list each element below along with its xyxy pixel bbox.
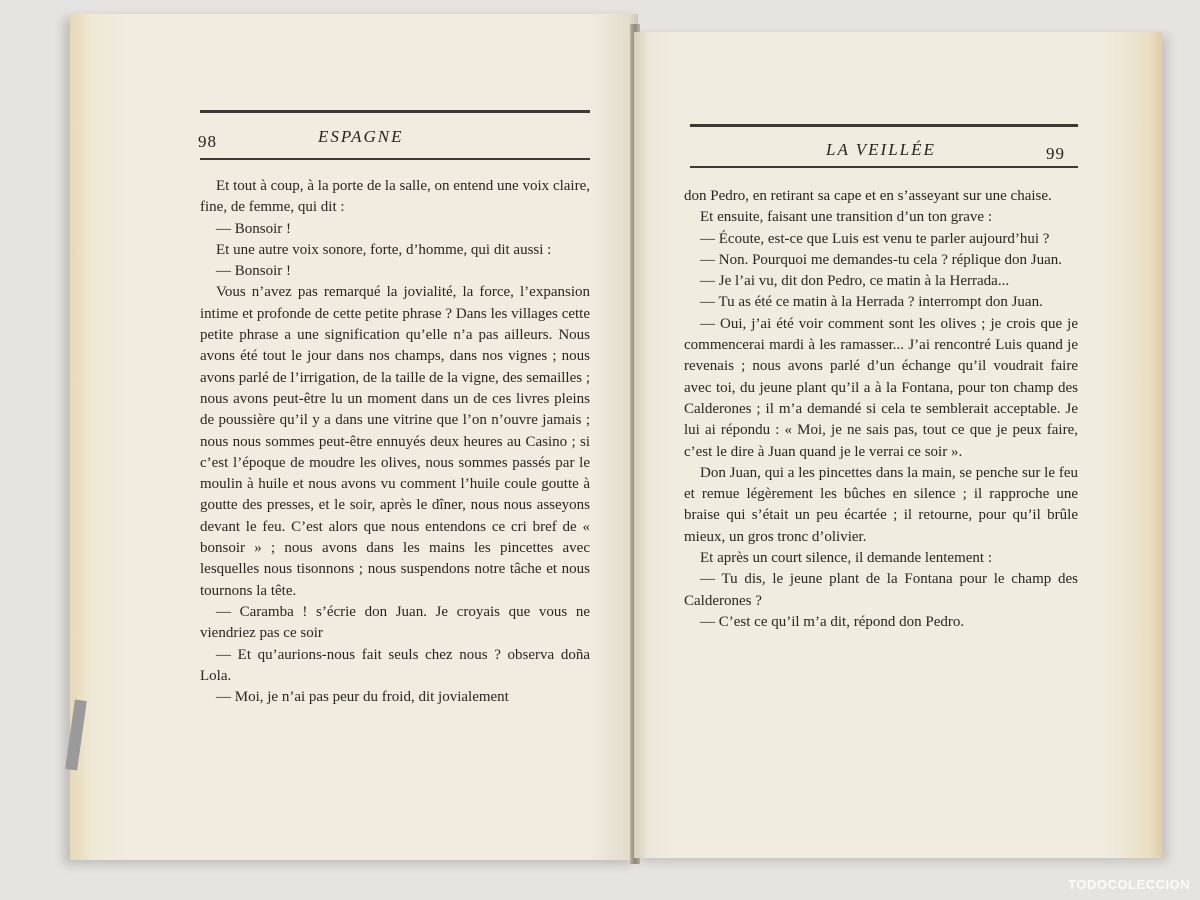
watermark: TODOCOLECCION [1068,877,1190,892]
header-rule-top [200,110,590,113]
page-number: 99 [1046,144,1065,163]
paragraph: — C’est ce qu’il m’a dit, répond don Pedro. [700,613,965,630]
paragraph: — Je l’ai vu, dit don Pedro, ce matin à la Herrada... [700,273,1010,290]
paragraph: Don Juan, qui a les pincettes dans la main, se penche sur le feu et remue légèrement les bûches en silence ; il rapproche une braise qui s’était un peu écartée ; il retourne, pour qu’il brûle mieux, un gros tronc d’olivier. [684,464,1078,545]
paragraph: — Bonsoir ! [216,220,291,237]
paragraph: Vous n’avez pas remarqué la jovialité, la force, l’expansion intime et profonde de cette petite phrase ? Dans les villages cette petite phrase a une signification qu’elle n’a pas ailleurs. Nous avons été tout le jour dans nos champs, dans nos vignes ; nous avons parlé de l’irrigation, de la taille de la vigne, des semailles ; nous avons peut-être lu un moment dans un de ces livres pleins de poussière qu’il y a dans une vitrine que l’on n’ouvre jamais ; nous nous sommes peut-être ennuyés deux heures au Casino ; si c’est l’époque de moudre les olives, nous sommes passés par le moulin à huile et nous avons vu comment l’huile coule goutte à goutte des presses, et le soir, après le dîner, nous nous asseyons devant le feu. C’est alors que nous entendons ce cri bref de « bonsoir » ; nous avons dans les mains les pincettes avec lesquelles nous tisonnons ; nous suspendons notre tâche et nous tournons la tête. [200,284,590,599]
open-book [62,14,1170,866]
left-page [70,14,638,860]
page-number: 98 [198,132,217,151]
right-page-text [684,186,1078,633]
paragraph: — Bonsoir ! [216,263,291,280]
paragraph: — Tu as été ce matin à la Herrada ? interrompt don Juan. [700,294,1043,311]
header-rule-bottom [200,158,590,160]
header-rule-top [690,124,1078,127]
right-page [634,32,1162,858]
paragraph: — Oui, j’ai été voir comment sont les olives ; je crois que je commencerai mardi à les ramasser... J’ai rencontré Luis quand je revenais ; nous avons parlé d’un échange qu’il voudrait faire avec toi, du jeune plant qu’il a à la Fontana, pour ton champ des Calderones ; il m’a demandé si cela te semblerait acceptable. Je lui ai répondu : « Moi, je ne sais pas, tout ce que je peux faire, c’est le dire à Juan quand je le verrai ce soir ». [684,315,1078,460]
paragraph: — Et qu’aurions-nous fait seuls chez nous ? observa doña Lola. [200,646,590,684]
running-head: ESPAGNE [318,127,404,146]
paragraph-continuation: don Pedro, en retirant sa cape et en s’asseyant sur une chaise. [684,188,1052,204]
paragraph: — Écoute, est-ce que Luis est venu te parler aujourd’hui ? [700,230,1050,247]
running-head: LA VEILLÉE [826,140,936,159]
paragraph: Et après un court silence, il demande lentement : [700,550,992,567]
header-rule-bottom [690,166,1078,168]
paragraph: Et tout à coup, à la porte de la salle, on entend une voix claire, fine, de femme, qui dit : [200,178,590,216]
left-page-text [200,176,590,708]
paragraph: — Caramba ! s’écrie don Juan. Je croyais que vous ne viendriez pas ce soir [200,603,590,642]
paragraph: — Moi, je n’ai pas peur du froid, dit jovialement [216,689,509,706]
paragraph: Et une autre voix sonore, forte, d’homme, qui dit aussi : [216,241,552,258]
paragraph: Et ensuite, faisant une transition d’un ton grave : [700,209,993,226]
paragraph: — Non. Pourquoi me demandes-tu cela ? réplique don Juan. [700,251,1062,268]
paragraph: — Tu dis, le jeune plant de la Fontana pour le champ des Calderones ? [684,571,1078,609]
